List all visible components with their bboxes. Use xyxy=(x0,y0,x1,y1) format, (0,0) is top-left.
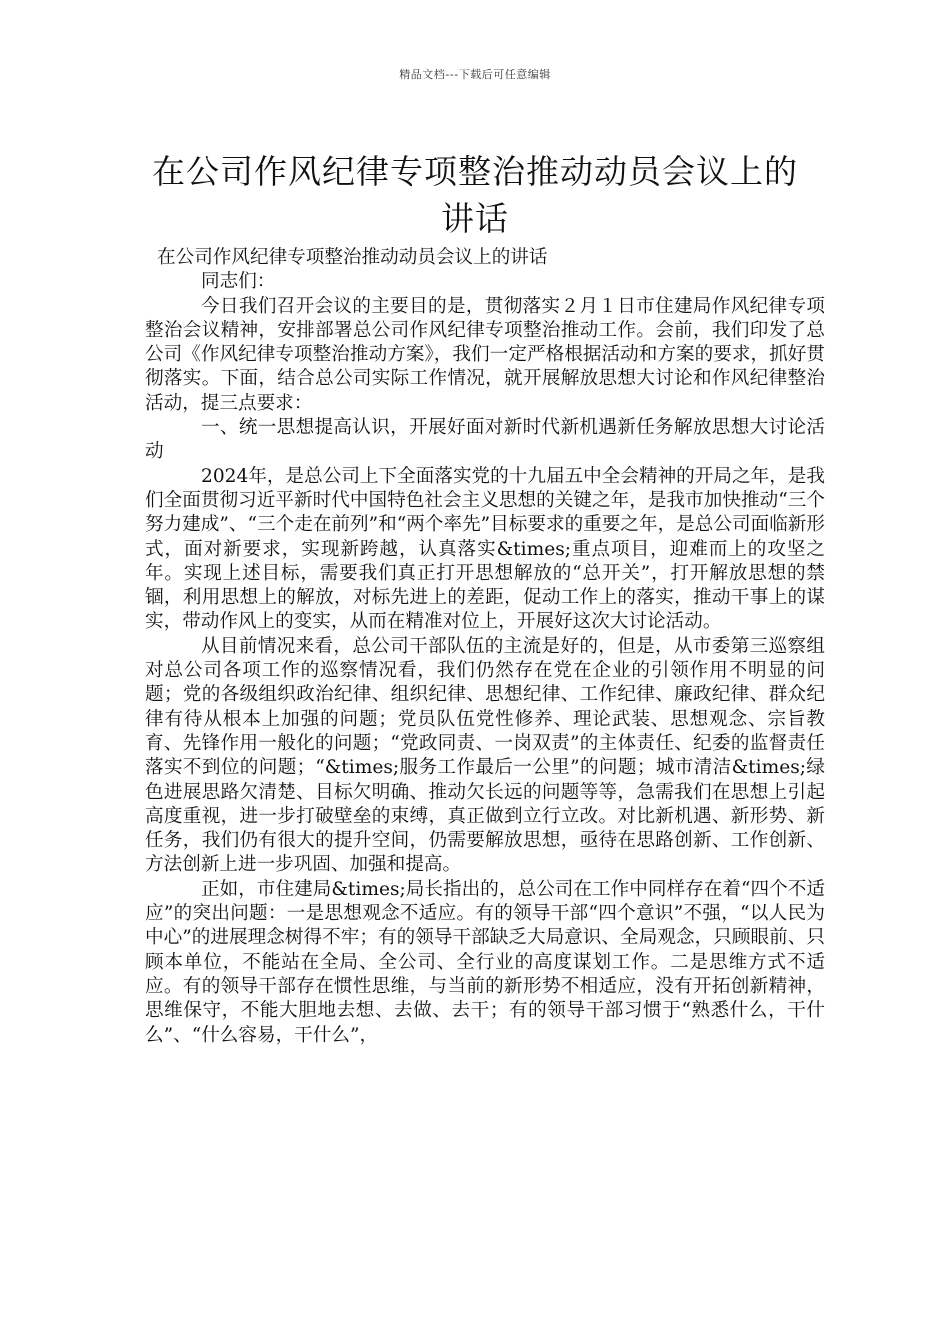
salutation: 同志们： xyxy=(201,271,276,293)
paragraph-2024: 2024年，是总公司上下全面落实党的十九届五中全会精神的开局之年，是我们全面贯彻习近平新时代中国特色社会主义思想的关键之年，是我市加快推动“三个努力建成”、“三个走在前列”和“两个率先”目标要求的重要之年，是总公司面临新形式，面对新要求，实现新跨越，认真落实&times;重点项目，迎难而上的攻坚之年。实现上述目标，需要我们真正打开思想解放的“总开关”，打开解放思想的禁锢，利用思想上的解放，对标先进上的差距，促动工作上的落实，推动干事上的谋实，带动作风上的变实，从而在精准对位上，开展好这次大讨论活动。 xyxy=(145,465,825,633)
document-subtitle: 在公司作风纪律专项整治推动动员会议上的讲话 xyxy=(157,247,548,268)
paragraph-four-mismatches: 正如，市住建局&times;局长指出的，总公司在工作中同样存在着“四个不适应”的突出问题：一是思想观念不适应。有的领导干部“四个意识”不强，“以人民为中心”的进展理念树得不牢；有的领导干部缺乏大局意识、全局观念，只顾眼前、只顾本单位，不能站在全局、全公司、全行业的高度谋划工作。二是思维方式不适应。有的领导干部存在惯性思维，与当前的新形势不相适应，没有开拓创新精神，思维保守，不能大胆地去想、去做、去干；有的领导干部习惯于“熟悉什么，干什么”、“什么容易，干什么”， xyxy=(145,878,825,1046)
section-heading-1: 一、统一思想提高认识，开展好面对新时代新机遇新任务解放思想大讨论活动 xyxy=(145,417,825,463)
document-title: 在公司作风纪律专项整治推动动员会议上的讲话 xyxy=(152,152,798,239)
paragraph-current-situation: 从目前情况来看，总公司干部队伍的主流是好的，但是，从市委第三巡察组对总公司各项工作的巡察情况看，我们仍然存在党在企业的引领作用不明显的问题；党的各级组织政治纪律、组织纪律、思想纪律、工作纪律、廉政纪律、群众纪律有待从根本上加强的问题；党员队伍党性修养、理论武装、思想观念、宗旨教育、先锋作用一般化的问题；“党政同责、一岗双责”的主体责任、纪委的监督责任落实不到位的问题；“&times;服务工作最后一公里”的问题；城市清洁&times;绿色进展思路欠清楚、目标欠明确、推动欠长远的问题等等，急需我们在思想上引起高度重视，进一步打破壁垒的束缚，真正做到立行立改。对比新机遇、新形势、新任务，我们仍有很大的提升空间，仍需要解放思想，亟待在思路创新、工作创新、方法创新上进一步巩固、加强和提高。 xyxy=(145,635,825,876)
paragraph-intro: 今日我们召开会议的主要目的是，贯彻落实２月１日市住建局作风纪律专项整治会议精神，安排部署总公司作风纪律专项整治推动工作。会前，我们印发了总公司《作风纪律专项整治推动方案》，我们一定严格根据活动和方案的要求，抓好贯彻落实。下面，结合总公司实际工作情况，就开展解放思想大讨论和作风纪律整治活动，提三点要求： xyxy=(145,295,825,414)
document-body xyxy=(145,246,825,1048)
header-note: 精品文档---下载后可任意编辑 xyxy=(399,68,551,81)
